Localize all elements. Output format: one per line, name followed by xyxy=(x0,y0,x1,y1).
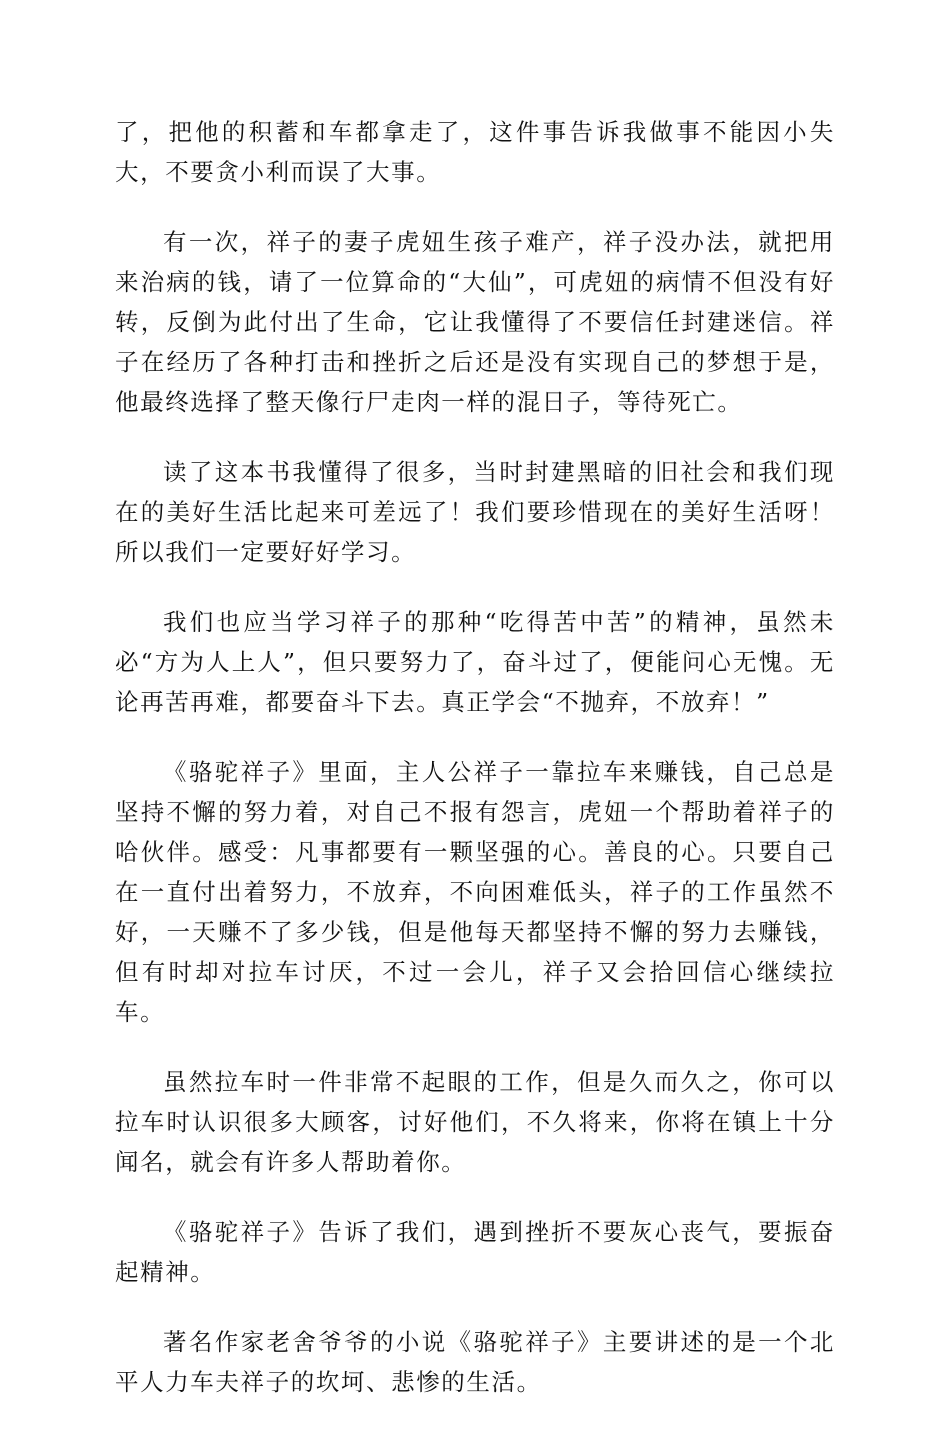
paragraph-3: 读了这本书我懂得了很多，当时封建黑暗的旧社会和我们现在的美好生活比起来可差远了！我们要珍惜现在的美好生活呀！所以我们一定要好好学习。 xyxy=(115,458,835,566)
paragraph-8: 著名作家老舍爷爷的小说《骆驼祥子》主要讲述的是一个北平人力车夫祥子的坎坷、悲惨的生活。 xyxy=(115,1328,835,1396)
paragraph-5: 《骆驼祥子》里面，主人公祥子一靠拉车来赚钱，自己总是坚持不懈的努力着，对自己不报有怨言，虎妞一个帮助着祥子的哈伙伴。感受：凡事都要有一颗坚强的心。善良的心。只要自己在一直付出着努力，不放弃，不向困难低头，祥子的工作虽然不好，一天赚不了多少钱，但是他每天都坚持不懈的努力去赚钱，但有时却对拉车讨厌，不过一会儿，祥子又会拾回信心继续拉车。 xyxy=(115,758,835,1026)
paragraph-7: 《骆驼祥子》告诉了我们，遇到挫折不要灰心丧气，要振奋起精神。 xyxy=(115,1218,835,1286)
paragraph-4: 我们也应当学习祥子的那种“吃得苦中苦”的精神，虽然未必“方为人上人”，但只要努力了，奋斗过了，便能问心无愧。无论再苦再难，都要奋斗下去。真正学会“不抛弃，不放弃！” xyxy=(115,608,835,716)
document-body xyxy=(115,112,835,1432)
paragraph-2: 有一次，祥子的妻子虎妞生孩子难产，祥子没办法，就把用来治病的钱，请了一位算命的“大仙”，可虎妞的病情不但没有好转，反倒为此付出了生命，它让我懂得了不要信任封建迷信。祥子在经历了各种打击和挫折之后还是没有实现自己的梦想于是，他最终选择了整天像行尸走肉一样的混日子，等待死亡。 xyxy=(115,228,835,416)
paragraph-6: 虽然拉车时一件非常不起眼的工作，但是久而久之，你可以拉车时认识很多大顾客，讨好他们，不久将来，你将在镇上十分闻名，就会有许多人帮助着你。 xyxy=(115,1068,835,1176)
paragraph-1: 了，把他的积蓄和车都拿走了，这件事告诉我做事不能因小失大，不要贪小利而误了大事。 xyxy=(115,118,835,186)
